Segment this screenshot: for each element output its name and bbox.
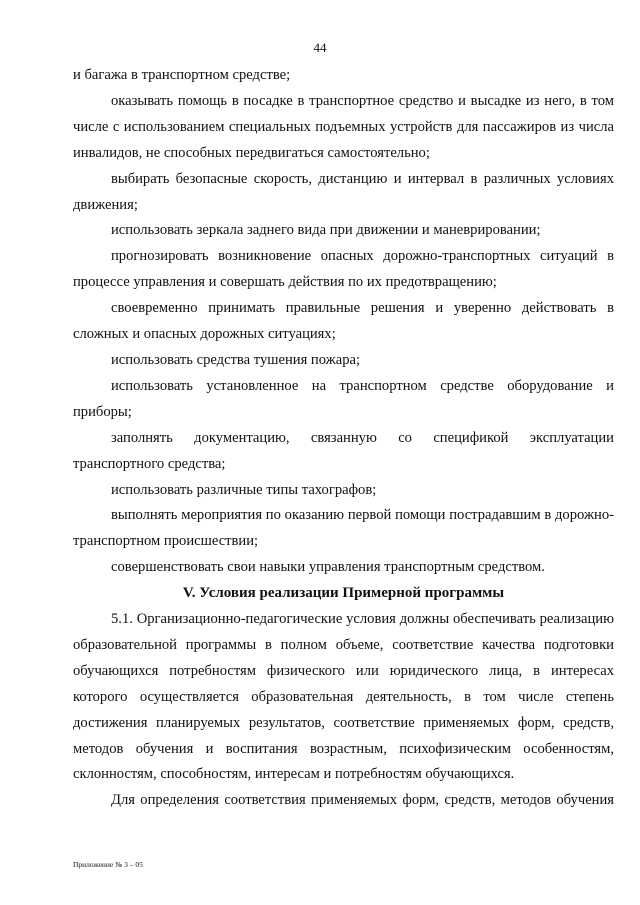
paragraph: совершенствовать свои навыки управления транспортным средством. xyxy=(111,559,545,576)
paragraph: своевременно принимать правильные решения и уверенно действовать в сложных и опасных дорожных ситуациях; xyxy=(73,300,614,343)
paragraph: использовать различные типы тахографов; xyxy=(111,481,377,498)
paragraph: использовать зеркала заднего вида при движении и маневрировании; xyxy=(111,222,541,239)
paragraph: выбирать безопасные скорость, дистанцию и интервал в различных условиях движения; xyxy=(73,170,614,213)
paragraph: использовать установленное на транспортном средстве оборудование и приборы; xyxy=(73,377,614,420)
paragraph: Для определения соответствия применяемых форм, средств, методов обучения xyxy=(111,792,614,809)
paragraph: 5.1. Организационно-педагогические условия должны обеспечивать реализацию образовательной программы в полном объеме, соответствие качества подготовки обучающихся потребностям физического или юридического лица, в интересах которого осуществляется образовательная деятельность, в том числе степень достижения планируемых результатов, соответствие применяемых форм, средств, методов обучения и воспитания возрастным, психофизическим особенностям, склонностям, способностям, интересам и потребностям обучающихся. xyxy=(73,611,614,783)
paragraph: прогнозировать возникновение опасных дорожно-транспортных ситуаций в процессе управления и совершать действия по их предотвращению; xyxy=(73,248,614,291)
page-number: 44 xyxy=(313,40,327,55)
paragraph: заполнять документацию, связанную со спецификой эксплуатации транспортного средства; xyxy=(73,429,614,472)
document-body xyxy=(73,63,614,814)
paragraph: оказывать помощь в посадке в транспортное средство и высадке из него, в том числе с использованием специальных подъемных устройств для пассажиров из числа инвалидов, не способных передвигаться самостоятельно; xyxy=(73,92,614,161)
section-heading: V. Условия реализации Примерной программы xyxy=(182,585,505,602)
paragraph: выполнять мероприятия по оказанию первой помощи пострадавшим в дорожно-транспортном происшествии; xyxy=(73,507,614,550)
footer-note: Приложение № 3 – 05 xyxy=(73,860,143,869)
paragraph: и багажа в транспортном средстве; xyxy=(73,67,291,83)
paragraph: использовать средства тушения пожара; xyxy=(111,351,361,368)
